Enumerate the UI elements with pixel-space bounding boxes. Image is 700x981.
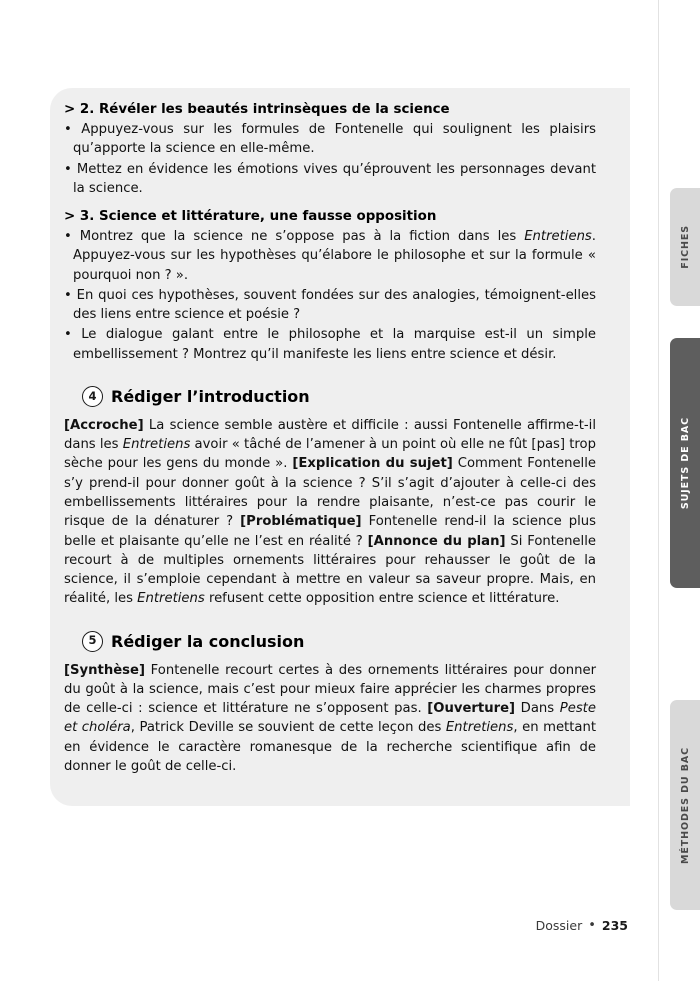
step-paragraph-5: [Synthèse] Fontenelle recourt certes à des ornements littéraires pour donner du goût à la science, mais c’est pour mieux faire apprécier les charmes propres de celle-ci : science et littérature ne s’opposent pas. [Ouverture] Dans Peste et choléra, Patrick Deville se souvient de cette leçon des Entretiens, en mettant en évidence le caractère romanesque de la recherche scientifique afin de donner le goût de celle-ci. xyxy=(64,662,597,774)
step-heading-5 xyxy=(82,631,596,652)
bullet-item: • Le dialogue galant entre le philosophe et la marquise est-il un simple embellissement ? Montrez qu’il manifeste les liens entre science et désir. xyxy=(64,327,596,362)
bullet-item: • En quoi ces hypothèses, souvent fondées sur des analogies, témoignent-elles des liens entre science et poésie ? xyxy=(64,287,596,323)
section-heading: > 3. Science et littérature, une fausse opposition xyxy=(64,209,437,225)
side-tab-label: FICHES xyxy=(679,225,691,269)
tag-accroche: [Accroche] xyxy=(64,417,144,433)
bullet-item: • Montrez que la science ne s’oppose pas à la fiction dans les Entretiens. Appuyez-vous sur les hypothèses qu’élabore le philosophe et sur la formule « pourquoi non ? ». xyxy=(64,229,596,283)
tag-annonce-plan: [Annonce du plan] xyxy=(367,533,506,549)
work-title: Entretiens xyxy=(524,229,592,245)
work-title: Entretiens xyxy=(122,437,191,453)
step-title: Rédiger la conclusion xyxy=(111,631,305,651)
work-title: Entretiens xyxy=(137,591,205,607)
side-tab-strip xyxy=(658,0,700,981)
tag-problematique: [Problématique] xyxy=(240,514,362,530)
section-heading: > 2. Révéler les beautés intrinsèques de la science xyxy=(64,102,450,117)
bullet-item: • Mettez en évidence les émotions vives qu’éprouvent les personnages devant la science. xyxy=(64,161,596,196)
section-block xyxy=(64,209,596,364)
step-number: 4 xyxy=(82,386,103,407)
step-title: Rédiger l’introduction xyxy=(111,386,310,406)
page-footer xyxy=(536,918,628,933)
bullet-item: • Appuyez-vous sur les formules de Fontenelle qui soulignent les plaisirs qu’apporte la science en elle-même. xyxy=(64,122,596,157)
step-paragraph-4: [Accroche] La science semble austère et difficile : aussi Fontenelle affirme-t-il dans les Entretiens avoir « tâché de l’amener à un point où elle ne fût [pas] trop sèche pour les gens du monde ». [Explication du sujet] Comment Fontenelle s’y prend-il pour donner goût à la science ? S’il s’agit d’ajouter à celle-ci des embellissements littéraires pour la rendre plaisante, n’est-ce pas courir le risque de la dénaturer ? [Problématique] Fontenelle rend-il la science plus belle et plaisante qu’elle ne l’est en réalité ? [Annonce du plan] Si Fontenelle recourt à de multiples ornements littéraires pour rehausser le goût de la science, il s’emploie cependant à mettre en valeur sa saveur propre. Mais, en réalité, les Entretiens refusent cette opposition entre science et littérature. xyxy=(64,417,596,607)
content-panel xyxy=(50,88,630,806)
footer-separator: • xyxy=(588,918,596,933)
tag-ouverture: [Ouverture] xyxy=(427,701,516,717)
work-title: Entretiens xyxy=(445,720,514,736)
page-number: 235 xyxy=(601,918,628,933)
footer-label: Dossier xyxy=(535,918,583,933)
step-heading-4 xyxy=(82,386,596,407)
work-title: Peste et choléra xyxy=(64,701,596,736)
side-tab-label: MÉTHODES DU BAC xyxy=(679,746,691,864)
tag-explication: [Explication du sujet] xyxy=(292,456,453,472)
section-block xyxy=(64,102,596,198)
side-tab-methodes-du-bac[interactable] xyxy=(670,700,700,910)
side-tab-sujets-de-bac[interactable] xyxy=(670,338,700,588)
step-number: 5 xyxy=(82,631,103,652)
tag-synthese: [Synthèse] xyxy=(64,662,145,678)
side-tab-fiches[interactable] xyxy=(670,188,700,306)
side-tab-label: SUJETS DE BAC xyxy=(679,416,691,510)
